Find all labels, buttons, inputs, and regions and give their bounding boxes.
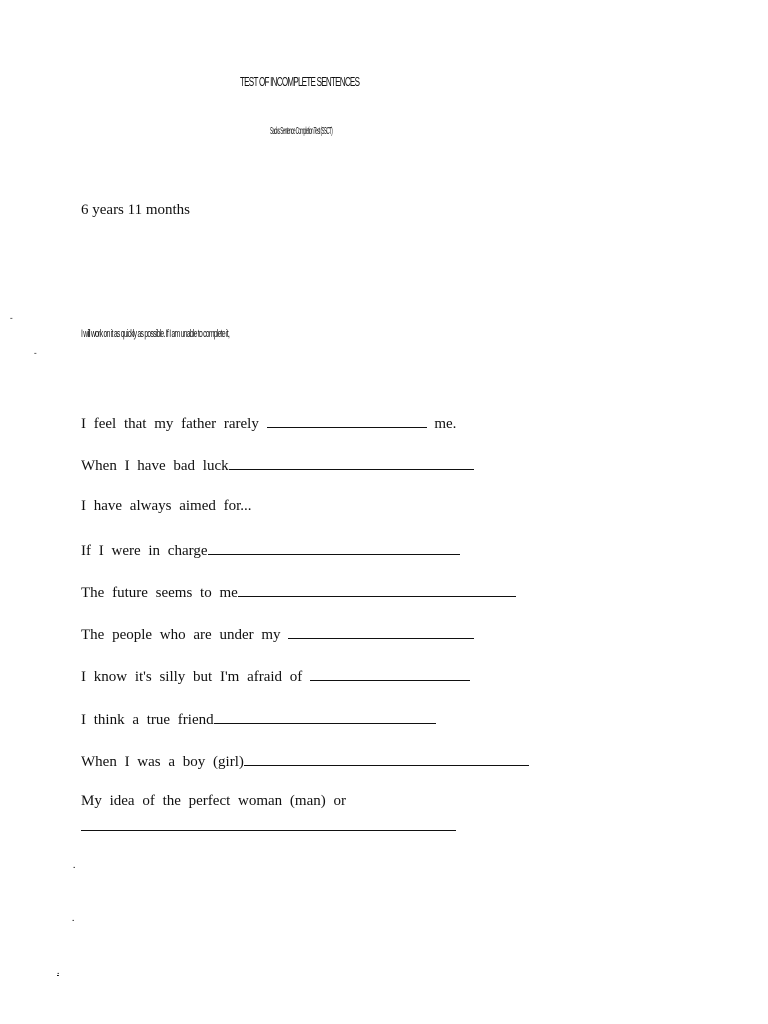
instruction-line-2: I will work on it as quickly as possible. If I am unable to complete it, <box>81 328 230 340</box>
sentence-stem: I have always aimed for... <box>81 498 252 514</box>
answer-blank[interactable] <box>288 624 474 639</box>
sentence-stem: I feel that my father rarely <box>81 416 259 432</box>
sentence-item <box>81 540 460 560</box>
sentence-item <box>81 793 346 810</box>
sentence-item <box>81 751 529 771</box>
sentence-stem: I think a true friend <box>81 712 214 728</box>
footer-line-3: ... <box>57 966 59 977</box>
sentence-stem: I know it's silly but I'm afraid of <box>81 669 303 685</box>
sentence-stem: If I were in charge <box>81 543 208 559</box>
answer-blank[interactable] <box>81 816 456 831</box>
page-title: TEST OF INCOMPLETE SENTENCES <box>240 74 360 89</box>
instruction-line-3: ... <box>34 346 37 357</box>
sentence-item <box>81 709 436 729</box>
answer-blank[interactable] <box>208 540 460 555</box>
answer-blank[interactable] <box>214 709 436 724</box>
age-text: 6 years 11 months <box>81 202 191 218</box>
sentence-stem: When I was a boy (girl) <box>81 754 244 770</box>
sentence-stem: My idea of the perfect woman (man) or <box>81 793 346 809</box>
answer-blank[interactable] <box>244 751 529 766</box>
answer-blank[interactable] <box>267 413 427 428</box>
footer-line-1: ... <box>73 860 75 871</box>
instruction-line-1: ... <box>10 311 13 322</box>
page-subtitle: Sacks Sentence Completion Test (SSCT) <box>270 126 333 137</box>
sentence-item <box>81 624 474 644</box>
footer-line-2: ... <box>72 913 74 924</box>
sentence-stem: The people who are under my <box>81 627 281 643</box>
sentence-item <box>81 666 470 686</box>
answer-blank[interactable] <box>229 455 474 470</box>
sentence-stem: The future seems to me <box>81 585 238 601</box>
sentence-stem: When I have bad luck <box>81 458 229 474</box>
sentence-item <box>81 582 516 602</box>
sentence-item <box>81 498 252 515</box>
answer-blank-line[interactable] <box>81 816 456 831</box>
answer-blank[interactable] <box>310 666 470 681</box>
sentence-suffix: me. <box>434 416 457 432</box>
sentence-item <box>81 413 456 433</box>
sentence-item <box>81 455 474 475</box>
answer-blank[interactable] <box>238 582 516 597</box>
